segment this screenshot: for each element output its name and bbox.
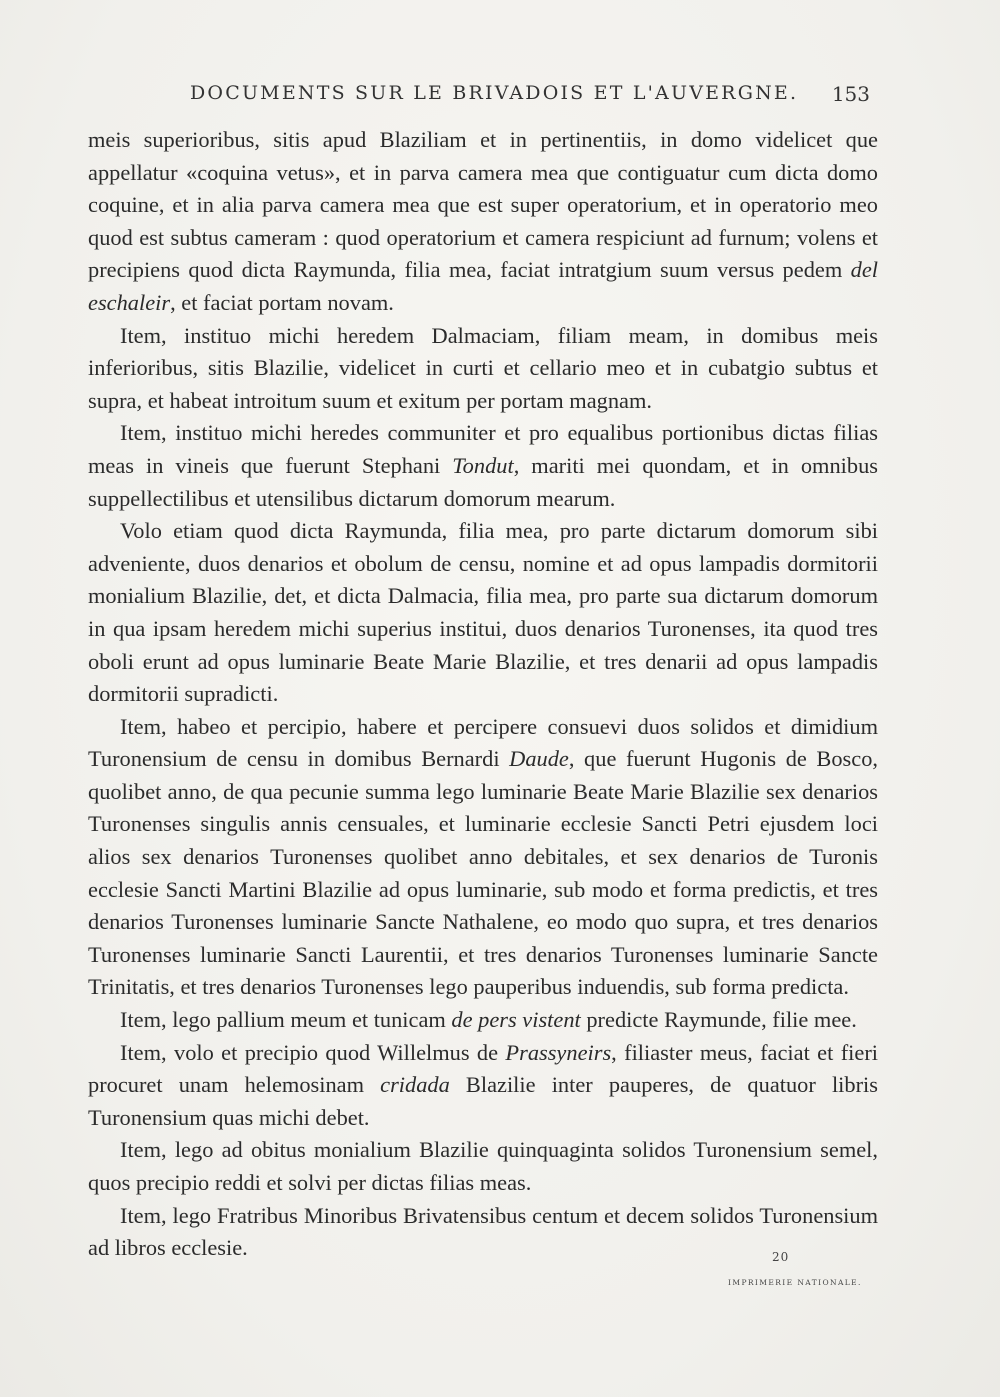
page-number: 153 — [831, 82, 870, 106]
paragraph: Item, instituo michi heredem Dalmaciam, filiam meam, in domibus meis inferioribus, sitis Blazilie, videlicet in curti et cellario meo et in cubatgio subtus et supra, et habeat introitum suum et exitum per portam magnam. — [88, 322, 878, 413]
paragraph: Item, lego pallium meum et tunicam de pers vistent predicte Raymunde, filie mee. — [120, 1007, 857, 1033]
italic-term: cridada — [380, 1072, 450, 1098]
body-text — [88, 124, 878, 1265]
paragraph: Item, volo et precipio quod Willelmus de Prassyneirs, filiaster meus, faciat et fieri procuret unam helemosinam cridada Blazilie inter pauperes, de quatuor libris Turonensium quas michi debet. — [88, 1039, 878, 1130]
paragraph: Item, habeo et percipio, habere et percipere consuevi duos solidos et dimidium Turonensium de censu in domibus Bernardi Daude, que fuerunt Hugonis de Bosco, quolibet anno, de qua pecunie summa lego luminarie Beate Marie Blazilie sex denarios Turonenses singulis annis censuales, et luminarie ecclesie Sancti Petri ejusdem loci alios sex denarios Turonenses quolibet anno debitales, et sex denarios de Turonis ecclesie Sancti Martini Blazilie ad opus luminarie, sub modo et forma predictis, et tres denarios Turonenses luminarie Sancte Nathalene, eo modo quo supra, et tres denarios Turonenses luminarie Sancti Laurentii, et tres denarios Turonenses luminarie Sancte Trinitatis, et tres denarios Turonenses lego pauperibus induendis, sub forma predicta. — [88, 713, 878, 1000]
italic-term: del eschaleir — [88, 257, 878, 315]
signature-mark: 20 — [772, 1250, 790, 1264]
italic-term: Prassyneirs — [505, 1039, 612, 1065]
paragraph: Volo etiam quod dicta Raymunda, filia mea, pro parte dictarum domorum sibi adveniente, duos denarios et obolum de censu, nomine et ad opus lampadis dormitorii monialium Blazilie, det, et dicta Dalmacia, filia mea, pro parte sua dictarum domorum in qua ipsam heredem michi superius institui, duos denarios Turonenses, ita quod tres oboli erunt ad opus luminarie Beate Marie Blazilie, et tres denarii ad opus lampadis dormitorii supradicti. — [88, 518, 878, 707]
italic-term: de pers vistent — [451, 1007, 581, 1033]
printer-imprint: IMPRIMERIE NATIONALE. — [728, 1278, 862, 1287]
running-head: DOCUMENTS SUR LE BRIVADOIS ET L'AUVERGNE. — [190, 82, 799, 104]
italic-term: Tondut — [452, 452, 514, 478]
paragraph: Item, instituo michi heredes communiter et pro equalibus portionibus dictas filias meas in vineis que fuerunt Stephani Tondut, mariti mei quondam, et in omnibus suppellectilibus et utensilibus dictarum domorum mearum. — [88, 420, 878, 511]
paragraph: Item, lego ad obitus monialium Blazilie quinquaginta solidos Turonensium semel, quos precipio reddi et solvi per dictas filias meas. — [88, 1137, 878, 1195]
paragraph-continued: meis superioribus, sitis apud Blaziliam et in pertinentiis, in domo videlicet que appellatur «coquina vetus», et in parva camera mea que contiguatur cum dicta domo coquine, et in alia parva camera mea que est super operatorium, et in operatorio meo quod est subtus cameram : quod operatorium et camera respiciunt ad furnum; volens et precipiens quod dicta Raymunda, filia mea, faciat intratgium suum versus pedem del eschaleir, et faciat portam novam. — [88, 127, 878, 315]
paragraph: Item, lego Fratribus Minoribus Brivatensibus centum et decem solidos Turonensium ad libros ecclesie. — [88, 1202, 878, 1261]
italic-term: Daude — [509, 746, 569, 772]
page-header — [190, 82, 870, 116]
